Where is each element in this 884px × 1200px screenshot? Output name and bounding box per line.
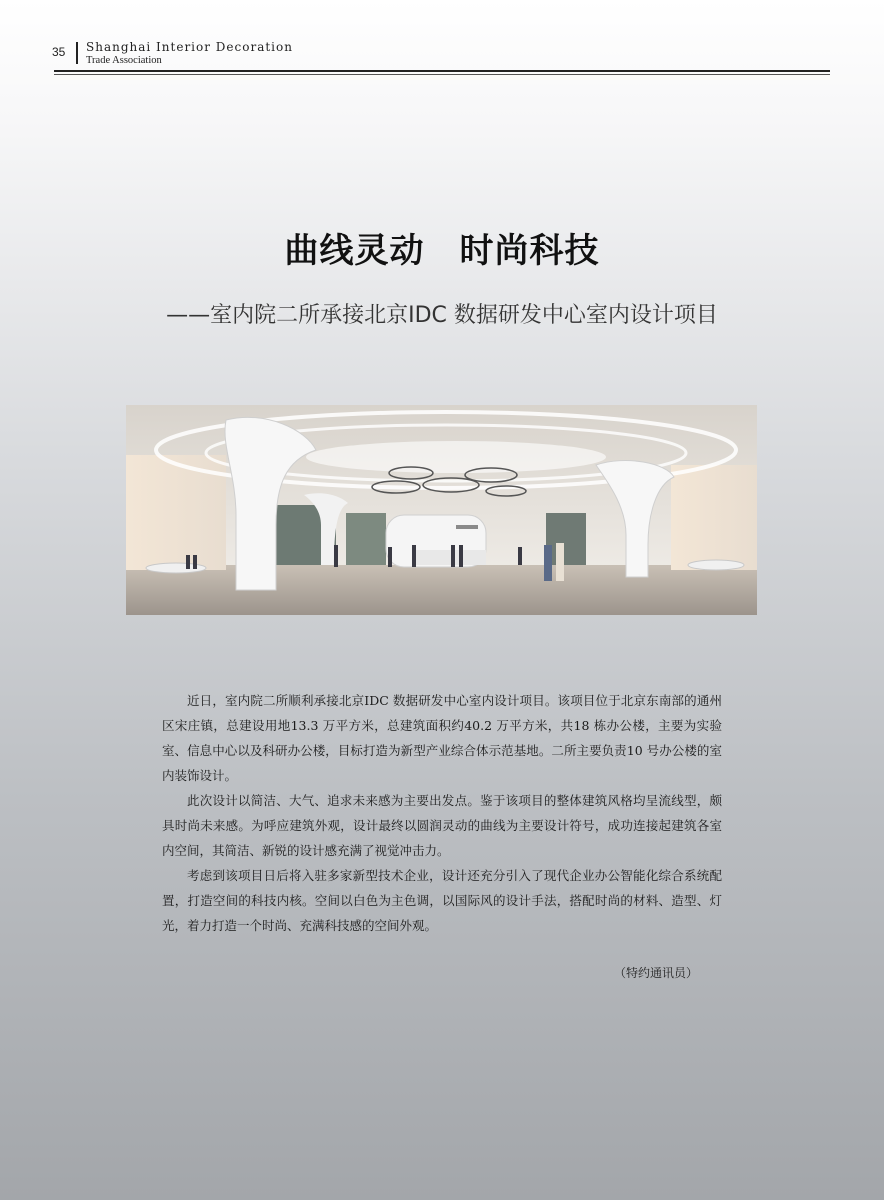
lobby-rendering-image <box>126 405 757 615</box>
article-subtitle: ——室内院二所承接北京IDC 数据研发中心室内设计项目 <box>166 303 718 328</box>
author-credit: （特约通讯员） <box>614 966 699 980</box>
paragraph: 此次设计以简洁、大气、追求未来感为主要出发点。鉴于该项目的整体建筑风格均呈流线型，颇具时尚未来感。为呼应建筑外观，设计最终以圆润灵动的曲线为主要设计符号，成功连接起建筑各室内空间，其简洁、新锐的设计感充满了视觉冲击力。 <box>162 793 722 858</box>
article-body <box>162 688 722 938</box>
article-title: 曲线灵动 时尚科技 <box>284 230 600 271</box>
organization-name: Shanghai Interior Decoration <box>86 40 293 54</box>
paragraph: 近日，室内院二所顺利承接北京IDC 数据研发中心室内设计项目。该项目位于北京东南部的通州区宋庄镇，总建设用地13.3 万平方米，总建筑面积约40.2 万平方米，共18 栋办公楼，主要为实验室、信息中心以及科研办公楼，目标打造为新型产业综合体示范基地。二所主要负责10 号办公楼的室内装饰设计。 <box>162 693 722 783</box>
header-rule <box>54 70 830 72</box>
organization-name-line2: Trade Association <box>86 55 162 66</box>
page-header <box>0 0 884 80</box>
paragraph: 考虑到该项目日后将入驻多家新型技术企业，设计还充分引入了现代企业办公智能化综合系统配置，打造空间的科技内核。空间以白色为主色调，以国际风的设计手法，搭配时尚的材料、造型、灯光，着力打造一个时尚、充满科技感的空间外观。 <box>162 868 722 933</box>
header-rule-thin <box>54 74 830 75</box>
header-divider <box>76 42 78 64</box>
page-number: 35 <box>52 45 66 59</box>
